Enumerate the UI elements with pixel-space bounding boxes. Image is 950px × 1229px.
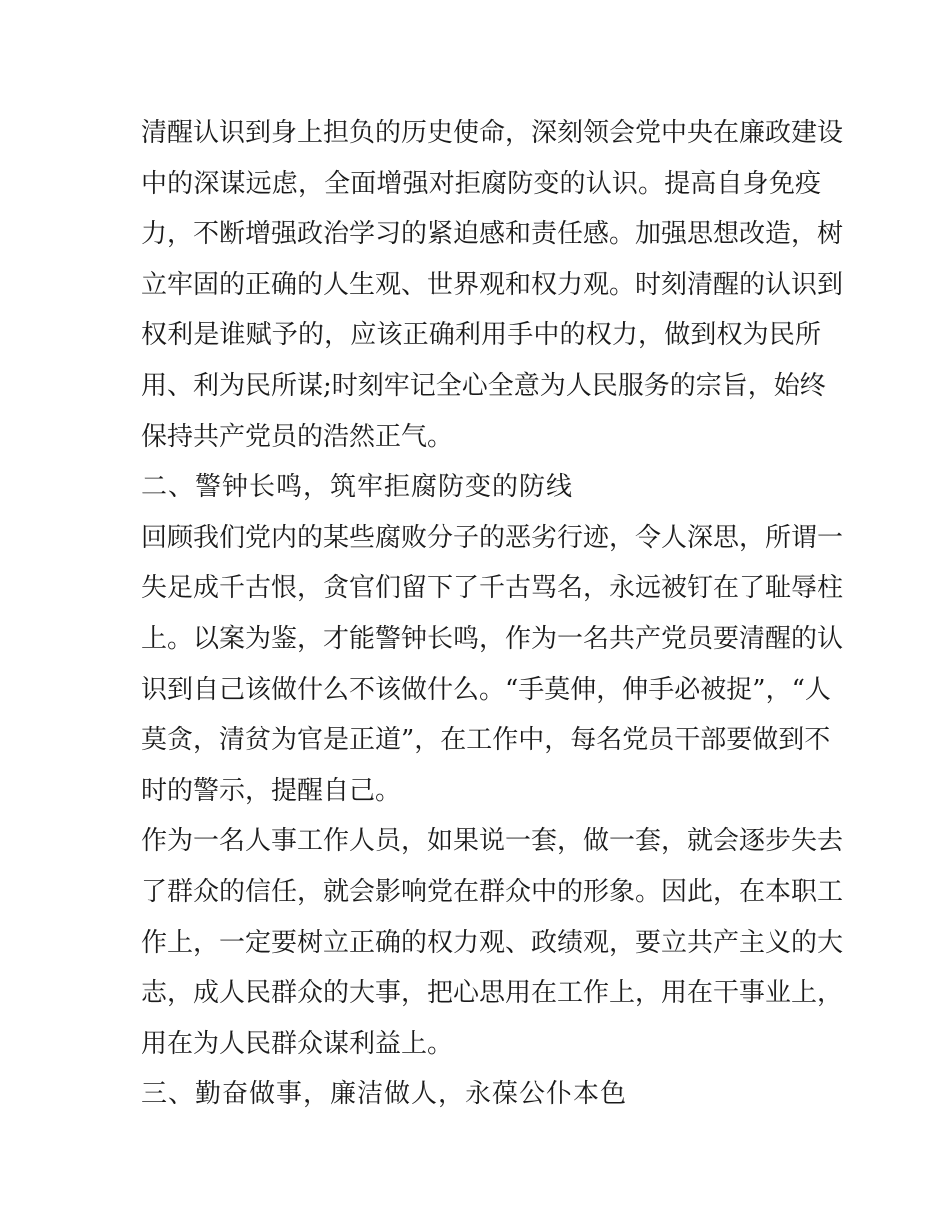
- paragraph-line: 莫贪，清贫为官是正道”，在工作中，每名党员干部要做到不: [141, 725, 831, 756]
- paragraph-line: 力，不断增强政治学习的紧迫感和责任感。加强思想改造，树: [141, 219, 844, 250]
- section-heading-2: 二、警钟长鸣，筑牢拒腐防变的防线: [141, 472, 574, 503]
- paragraph-1: [141, 108, 844, 462]
- paragraph-line: 回顾我们党内的某些腐败分子的恶劣行迹，令人深思，所谓一: [141, 522, 844, 553]
- paragraph-3: [141, 816, 844, 1069]
- document-body: [141, 108, 844, 1120]
- paragraph-line: 保持共产党员的浩然正气。: [141, 421, 454, 452]
- paragraph-line: 作为一名人事工作人员，如果说一套，做一套，就会逐步失去: [141, 826, 844, 857]
- paragraph-line: 时的警示，提醒自己。: [141, 775, 402, 806]
- paragraph-2: [141, 513, 844, 817]
- paragraph-line: 识到自己该做什么不该做什么。“手莫伸，伸手必被捉”，“人: [141, 674, 831, 705]
- paragraph-line: 立牢固的正确的人生观、世界观和权力观。时刻清醒的认识到: [141, 269, 844, 300]
- paragraph-line: 用、利为民所谋;时刻牢记全心全意为人民服务的宗旨，始终: [141, 370, 826, 401]
- section-heading-3: 三、勤奋做事，廉洁做人，永葆公仆本色: [141, 1079, 628, 1110]
- paragraph-line: 中的深谋远虑，全面增强对拒腐防变的认识。提高自身免疫: [141, 168, 821, 199]
- paragraph-line: 用在为人民群众谋利益上。: [141, 1028, 454, 1059]
- paragraph-line: 清醒认识到身上担负的历史使命，深刻领会党中央在廉政建设: [141, 118, 844, 148]
- paragraph-line: 了群众的信任，就会影响党在群众中的形象。因此，在本职工: [141, 876, 844, 907]
- paragraph-line: 失足成千古恨，贪官们留下了千古骂名，永远被钉在了耻辱柱: [141, 573, 844, 604]
- paragraph-line: 志，成人民群众的大事，把心思用在工作上，用在干事业上，: [141, 978, 844, 1009]
- paragraph-line: 作上，一定要树立正确的权力观、政绩观，要立共产主义的大: [141, 927, 844, 958]
- paragraph-line: 权利是谁赋予的，应该正确利用手中的权力，做到权为民所: [141, 320, 821, 351]
- paragraph-line: 上。以案为鉴，才能警钟长鸣，作为一名共产党员要清醒的认: [141, 623, 844, 654]
